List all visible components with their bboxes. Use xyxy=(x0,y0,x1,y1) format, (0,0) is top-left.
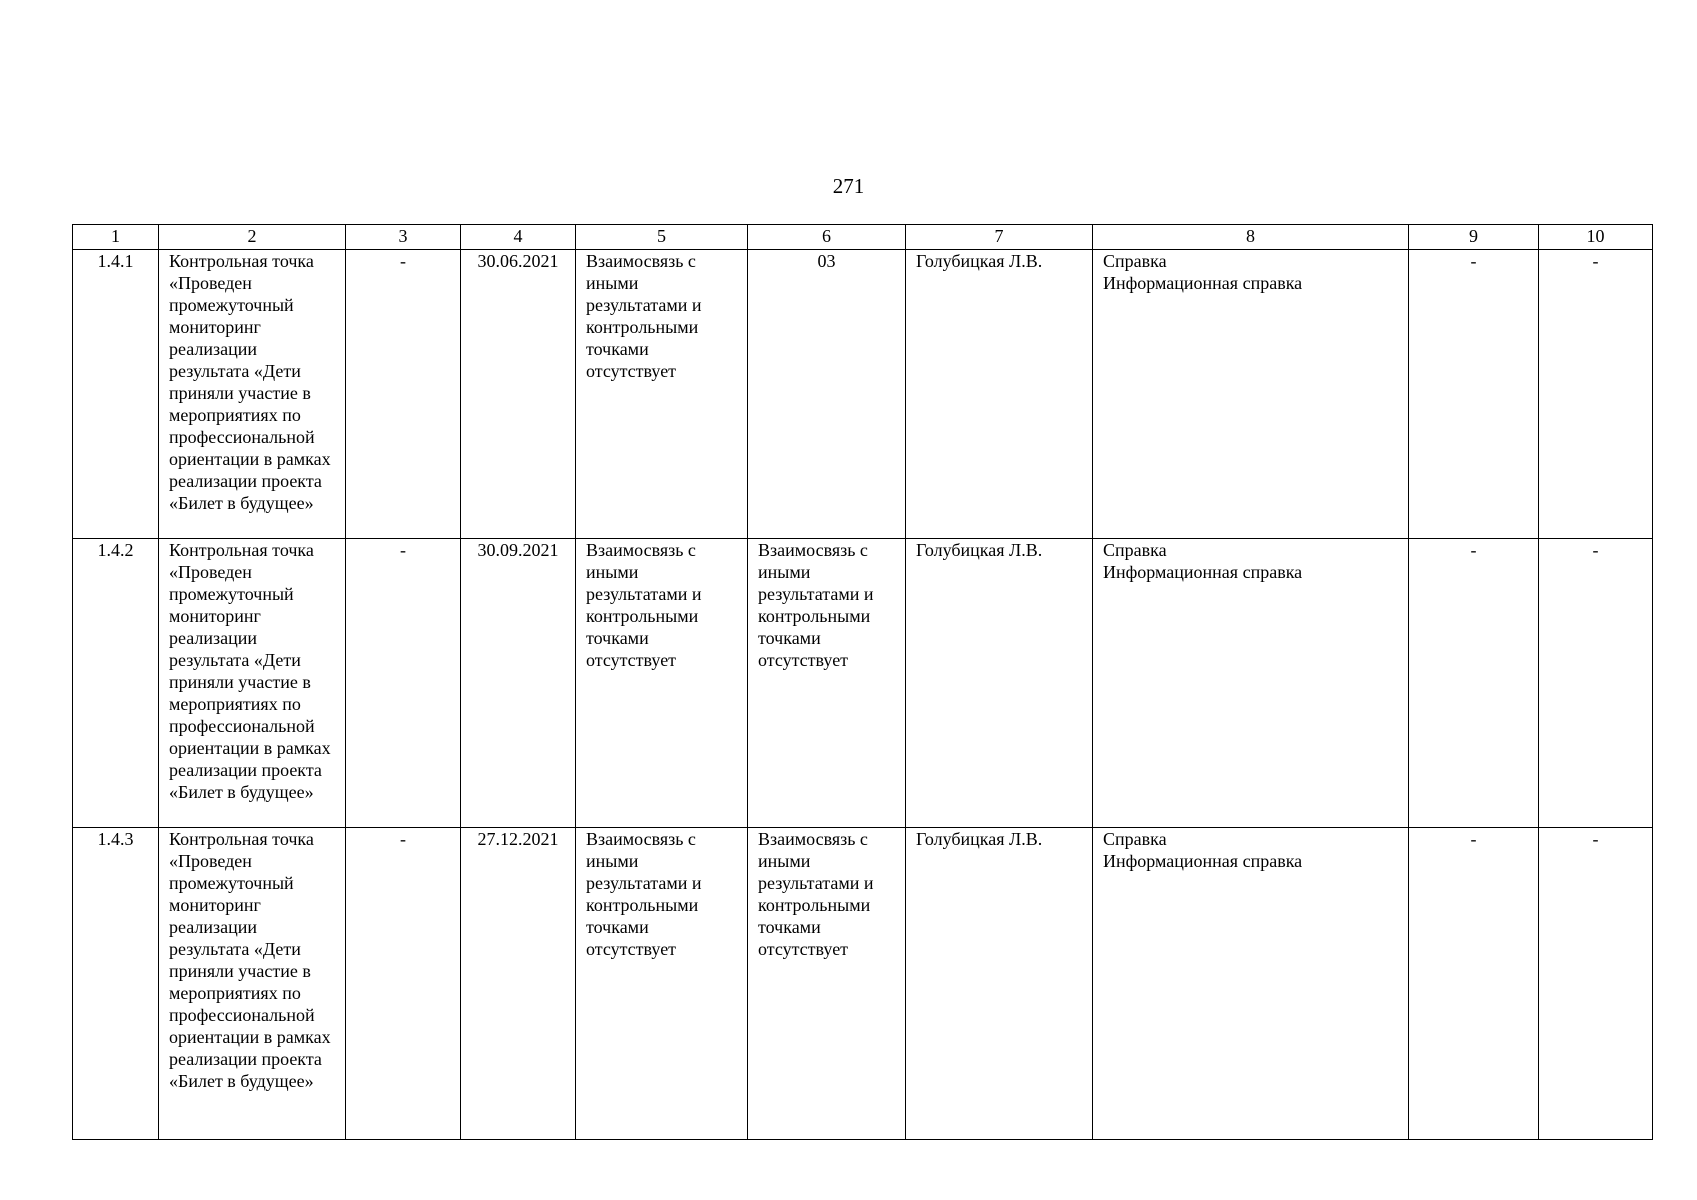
col-9-value: - xyxy=(1409,828,1539,1140)
control-point-description: Контрольная точка «Проведен промежуточный мониторинг реализации результата «Дети приняли участие в мероприятиях по профессиональной ориентации в рамках реализации проекта «Билет в будущее» xyxy=(159,539,346,828)
row-number: 1.4.1 xyxy=(73,250,159,539)
date-value: 27.12.2021 xyxy=(461,828,576,1140)
header-col-5: 5 xyxy=(576,225,748,250)
document-line-1: Справка xyxy=(1103,540,1167,560)
header-col-1: 1 xyxy=(73,225,159,250)
col-10-value: - xyxy=(1539,250,1653,539)
table-row xyxy=(73,250,1653,539)
control-point-description: Контрольная точка «Проведен промежуточный мониторинг реализации результата «Дети приняли участие в мероприятиях по профессиональной ориентации в рамках реализации проекта «Билет в будущее» xyxy=(159,250,346,539)
header-col-6: 6 xyxy=(748,225,906,250)
document-type xyxy=(1093,250,1409,539)
header-col-2: 2 xyxy=(159,225,346,250)
header-col-4: 4 xyxy=(461,225,576,250)
col-9-value: - xyxy=(1409,250,1539,539)
control-point-description: Контрольная точка «Проведен промежуточный мониторинг реализации результата «Дети приняли участие в мероприятиях по профессиональной ориентации в рамках реализации проекта «Билет в будущее» xyxy=(159,828,346,1140)
control-points-table xyxy=(72,224,1653,1140)
document-line-1: Справка xyxy=(1103,829,1167,849)
document-line-2: Информационная справка xyxy=(1103,562,1303,582)
date-value: 30.06.2021 xyxy=(461,250,576,539)
row-number: 1.4.2 xyxy=(73,539,159,828)
relation-text: Взаимосвязь с иными результатами и контрольными точками отсутствует xyxy=(576,539,748,828)
responsible-person: Голубицкая Л.В. xyxy=(906,539,1093,828)
relation-text: Взаимосвязь с иными результатами и контрольными точками отсутствует xyxy=(576,828,748,1140)
relation-text: Взаимосвязь с иными результатами и контрольными точками отсутствует xyxy=(576,250,748,539)
col-6-value: Взаимосвязь с иными результатами и контрольными точками отсутствует xyxy=(748,828,906,1140)
responsible-person: Голубицкая Л.В. xyxy=(906,828,1093,1140)
header-col-3: 3 xyxy=(346,225,461,250)
row-number: 1.4.3 xyxy=(73,828,159,1140)
document-type xyxy=(1093,539,1409,828)
col-3-value: - xyxy=(346,828,461,1140)
header-col-9: 9 xyxy=(1409,225,1539,250)
header-col-8: 8 xyxy=(1093,225,1409,250)
document-type xyxy=(1093,828,1409,1140)
col-9-value: - xyxy=(1409,539,1539,828)
header-col-7: 7 xyxy=(906,225,1093,250)
document-line-1: Справка xyxy=(1103,251,1167,271)
responsible-person: Голубицкая Л.В. xyxy=(906,250,1093,539)
header-row xyxy=(73,225,1653,250)
col-3-value: - xyxy=(346,250,461,539)
col-10-value: - xyxy=(1539,539,1653,828)
table-row xyxy=(73,539,1653,828)
col-10-value: - xyxy=(1539,828,1653,1140)
date-value: 30.09.2021 xyxy=(461,539,576,828)
col-6-value: Взаимосвязь с иными результатами и контрольными точками отсутствует xyxy=(748,539,906,828)
page-number: 271 xyxy=(832,174,865,198)
table-row xyxy=(73,828,1653,1140)
document-line-2: Информационная справка xyxy=(1103,851,1303,871)
col-6-value: 03 xyxy=(748,250,906,539)
header-col-10: 10 xyxy=(1539,225,1653,250)
col-3-value: - xyxy=(346,539,461,828)
document-line-2: Информационная справка xyxy=(1103,273,1303,293)
